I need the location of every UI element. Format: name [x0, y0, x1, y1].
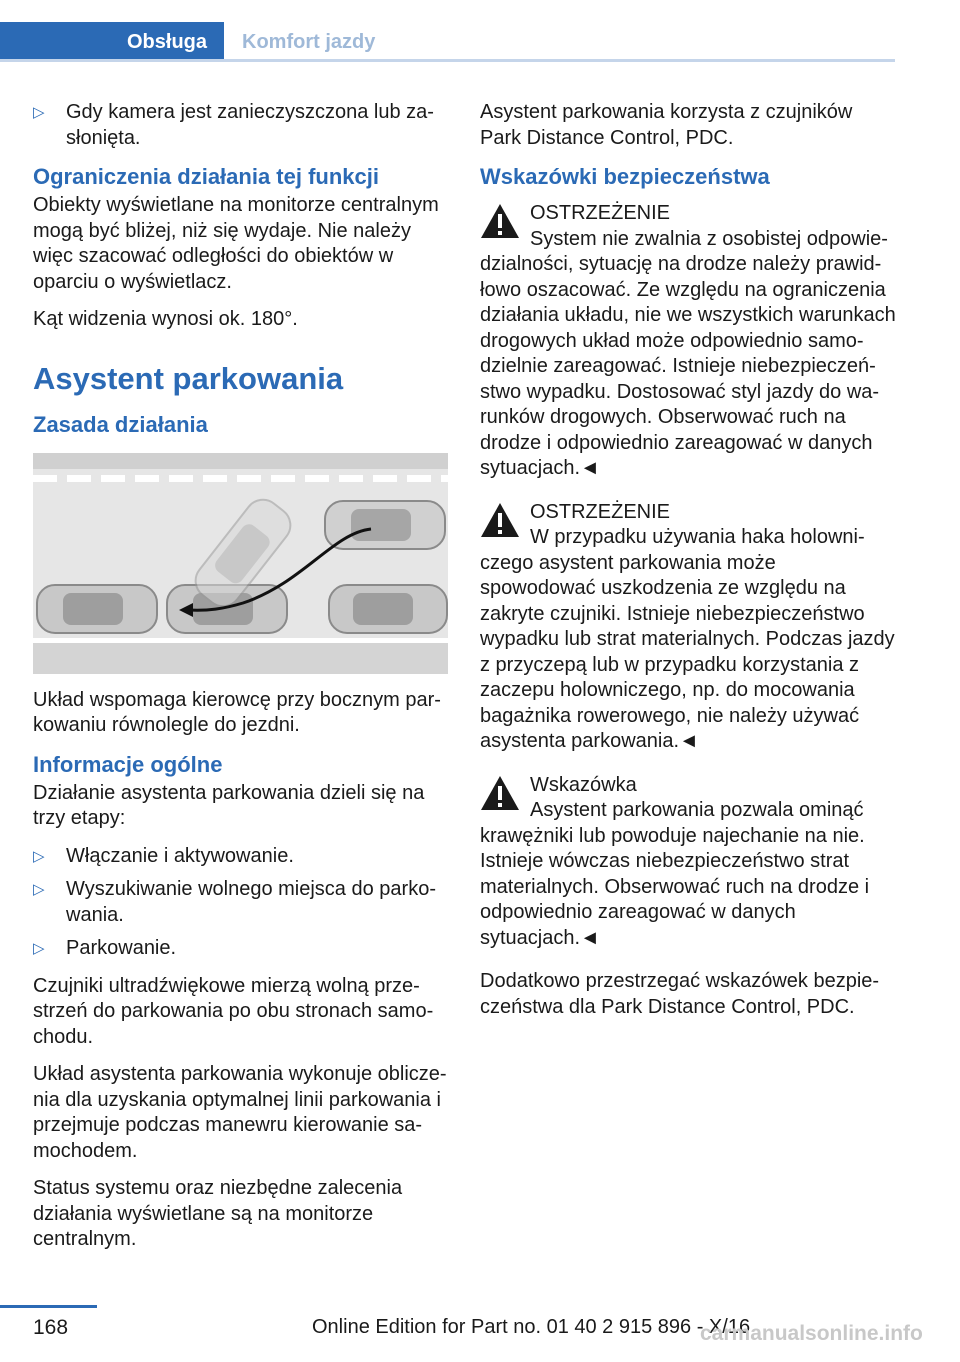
right-column [480, 100, 896, 1032]
header [0, 0, 960, 62]
warning-triangle-icon [480, 775, 520, 811]
watermark: carmanualsonline.info [700, 1322, 923, 1345]
bullet-list-top [33, 100, 449, 151]
edition-text: Online Edition for Part no. 01 40 2 915 896 - X/16 [312, 1316, 751, 1338]
paragraph: Dodatkowo przestrzegać wskazówek bezpieczeństwa dla Park Distance Control, PDC. [480, 970, 880, 1018]
list-item: ▷ Włączanie i aktywowanie. [33, 844, 449, 870]
paragraph: Obiekty wyświetlane na monitorze centralnym mogą być bliżej, niż się wydaje. Nie należy więc szacować odległości do obiektów w oparciu o wyświetlacz. [33, 194, 439, 293]
triangle-right-icon: ▷ [33, 881, 45, 898]
tab-obsluga[interactable]: Obsługa [0, 22, 224, 62]
list-item: ▷ Parkowanie. [33, 936, 449, 962]
left-column [33, 100, 449, 1265]
section-title-general-info: Informacje ogólne [33, 751, 223, 777]
warning-triangle-icon [480, 203, 520, 239]
warning-text: W przypadku używania haka holowniczego asystent parkowania może spowodować uszkodzenia ze względu na zakryte czujniki. Istnieje niebezpieczeństwo wypadku lub strat materialnych. Podczas jazdy z przyczepą lub w przypadku korzystania z zaczepu holowniczego, np. do mocowania bagażnika rowerowego, nie należy używać asystenta parkowania.◄ [480, 526, 895, 752]
triangle-right-icon: ▷ [33, 847, 45, 865]
warning-block-1 [480, 201, 896, 482]
paragraph: Kąt widzenia wynosi ok. 180°. [33, 308, 298, 330]
section-title-principle: Zasada działania [33, 411, 208, 437]
paragraph: Asystent parkowania korzysta z czujników Park Distance Control, PDC. [480, 101, 853, 149]
warning-title: OSTRZEŻENIE [530, 202, 671, 224]
tab-komfort-jazdy[interactable]: Komfort jazdy [242, 30, 376, 53]
paragraph: Układ asystenta parkowania wykonuje obliczenia dla uzyskania optymalnej linii parkowania i przejmuje podczas manewru kierowanie samochodem. [33, 1063, 447, 1162]
page-title: Asystent parkowania [33, 360, 344, 396]
warning-block-2 [480, 500, 896, 755]
parking-diagram [33, 453, 448, 674]
section-title-limitations: Ograniczenia działania tej funkcji [33, 164, 379, 189]
warning-title: OSTRZEŻENIE [530, 500, 671, 523]
section-title-safety: Wskazówki bezpieczeństwa [480, 164, 770, 189]
paragraph: Status systemu oraz niezbędne zalecenia działania wyświetlane są na monitorze centralnym. [33, 1177, 403, 1250]
steps-list [33, 844, 449, 962]
list-item: ▷ Gdy kamera jest zanieczyszczona lub zasłonięta. [33, 101, 434, 149]
paragraph: Układ wspomaga kierowcę przy bocznym parkowaniu równolegle do jezdni. [33, 688, 441, 736]
note-block [480, 773, 896, 952]
warning-triangle-icon [480, 502, 520, 538]
footer-divider [0, 1305, 97, 1308]
page-number: 168 [33, 1316, 69, 1339]
list-item: ▷ Wyszukiwanie wolnego miejsca do parkowania. [33, 878, 436, 926]
parking-illustration [33, 453, 448, 674]
header-divider [0, 59, 895, 62]
paragraph: Czujniki ultradźwiękowe mierzą wolną przestrzeń do parkowania po obu stronach samochodu. [33, 974, 434, 1048]
note-title: Wskazówka [530, 773, 637, 796]
note-text: Asystent parkowania pozwala ominąć krawężniki lub powoduje najechanie na nie. Istnieje wówczas niebezpieczeństwo strat materialnych. Obserwować ruch na drodze i odpowiednio zareagować w danych sytuacjach.◄ [480, 799, 870, 949]
triangle-right-icon: ▷ [33, 940, 45, 957]
triangle-right-icon: ▷ [33, 104, 45, 121]
warning-text: System nie zwalnia z osobistej odpowiedzialności, sytuację na drodze należy prawidłowo oszacować. Ze względu na ograniczenia działania układu, nie we wszystkich warunkach drogowych układ może odpowiednio samodzielnie zareagować. Istnieje niebezpieczeństwo wypadku. Dostosować styl jazdy do warunków drogowych. Obserwować ruch na drodze i odpowiednio zareagować w danych sytuacjach.◄ [480, 227, 896, 479]
paragraph: Działanie asystenta parkowania dzieli się na trzy etapy: [33, 781, 425, 829]
